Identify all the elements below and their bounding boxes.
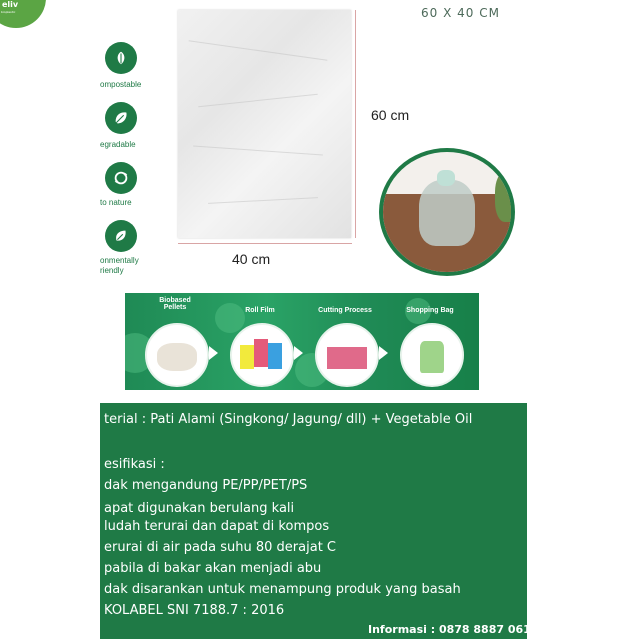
process-step-title: Cutting Process xyxy=(318,307,372,314)
eco-label-compostable: ompostable xyxy=(100,80,142,89)
product-info-panel xyxy=(100,403,539,639)
return-to-nature-icon xyxy=(105,162,137,194)
trash-bag-photo xyxy=(379,148,515,276)
production-process-strip xyxy=(125,293,479,390)
spec-item: ludah terurai dan dapat di kompos xyxy=(104,519,330,534)
spec-item: dak disarankan untuk menampung produk yang basah xyxy=(104,582,461,597)
pellets-image xyxy=(145,323,209,387)
eco-friendly-icon xyxy=(105,220,137,252)
biodegradable-icon xyxy=(105,102,137,134)
process-step-title: Roll Film xyxy=(245,307,275,314)
spec-item: apat digunakan berulang kali xyxy=(104,501,295,516)
brand-logo-text: eliv xyxy=(2,0,19,9)
arrow-right-icon xyxy=(379,346,388,360)
arrow-right-icon xyxy=(294,346,303,360)
material-text: terial : Pati Alami (Singkong/ Jagung/ dll) + Vegetable Oil xyxy=(104,412,473,427)
spec-item: dak mengandung PE/PP/PET/PS xyxy=(104,478,308,493)
roll-film-image xyxy=(230,323,294,387)
process-step-title: Shopping Bag xyxy=(406,307,454,314)
compostable-icon xyxy=(105,42,137,74)
shopping-bag-image xyxy=(400,323,464,387)
height-label: 60 cm xyxy=(371,107,410,123)
spec-heading: esifikasi : xyxy=(104,457,165,472)
width-label: 40 cm xyxy=(232,251,271,267)
brand-logo-subtext: bioplastic xyxy=(1,10,16,14)
width-dimension-line xyxy=(178,243,352,244)
eco-label-return-to-nature: to nature xyxy=(100,198,132,207)
contact-info: Informasi : 0878 8887 0618 xyxy=(368,623,539,636)
height-dimension-line xyxy=(355,10,356,238)
plastic-bag-image xyxy=(178,10,351,238)
arrow-right-icon xyxy=(209,346,218,360)
spec-item: pabila di bakar akan menjadi abu xyxy=(104,561,322,576)
cutting-process-image xyxy=(315,323,379,387)
spec-item: KOLABEL SNI 7188.7 : 2016 xyxy=(104,603,285,618)
process-step-title: Biobased Pellets xyxy=(159,297,191,311)
spec-item: erurai di air pada suhu 80 derajat C xyxy=(104,540,337,555)
eco-label-eco-friendly: onmentally riendly xyxy=(100,256,139,275)
size-badge-text: 60 X 40 CM xyxy=(421,6,500,20)
eco-label-biodegradable: egradable xyxy=(100,140,136,149)
